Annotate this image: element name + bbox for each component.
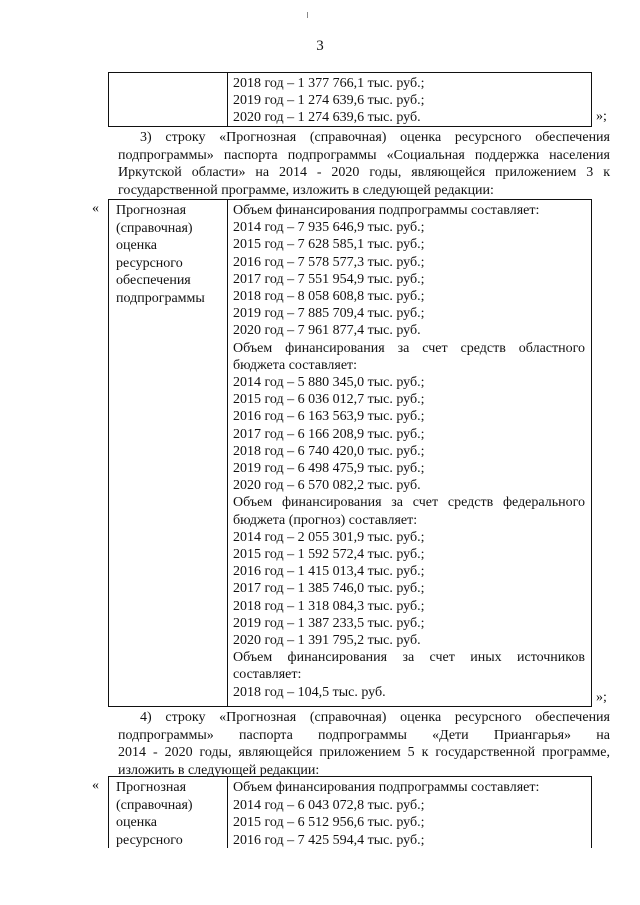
text-line: 2017 год – 6 166 208,9 тыс. руб.; (233, 426, 425, 442)
text-line: 2018 год – 6 740 420,0 тыс. руб.; (233, 443, 425, 459)
text-line: обеспечения (116, 273, 191, 288)
text-line: составляет: (233, 667, 302, 683)
text-line: Объем финансирования за счет средств областного (233, 340, 585, 356)
text-line: 2016 год – 1 415 013,4 тыс. руб.; (233, 564, 425, 580)
text-line: 2015 год – 7 628 585,1 тыс. руб.; (233, 237, 425, 253)
text-line: ресурсного (116, 255, 183, 271)
table1-left-cell (108, 72, 228, 127)
text-line: 2018 год – 104,5 тыс. руб. (233, 684, 386, 700)
text-line: подпрограммы (116, 290, 205, 306)
text-line: (справочная) (116, 797, 193, 813)
page-number: 3 (316, 38, 324, 54)
text-line: 2019 год – 6 498 475,9 тыс. руб.; (233, 461, 425, 476)
text-line: Прогнозная (116, 203, 187, 218)
text-line: (справочная) (116, 220, 193, 236)
text-line: Объем финансирования подпрограммы составляет: (233, 203, 540, 218)
text-line: 2020 год – 6 570 082,2 тыс. руб. (233, 478, 421, 494)
text-line: 2018 год – 8 058 608,8 тыс. руб.; (233, 289, 425, 304)
text-line: оценка (116, 815, 158, 830)
closing-quote: »; (596, 690, 607, 705)
text-line: 2018 год – 1 318 084,3 тыс. руб.; (233, 598, 425, 614)
paragraph-line: 4) строку «Прогнозная (справочная) оценка ресурсного обеспечения (140, 710, 610, 725)
paragraph-line: Иркутской области» на 2014 - 2020 годы, являющейся приложением 3 к (118, 165, 610, 180)
paragraph-3 (118, 129, 610, 199)
text-line: 2014 год – 7 935 646,9 тыс. руб.; (233, 220, 425, 236)
paragraph-line: государственной программе, изложить в следующей редакции: (118, 182, 494, 198)
paragraph-line: подпрограммы» паспорта подпрограммы «Дети Приангарья» на (118, 727, 610, 743)
opening-quote: « (92, 778, 99, 793)
paragraph-line: 2014 - 2020 годы, являющейся приложением 5 к государственной программе, (118, 745, 610, 760)
table1-row: 2020 год – 1 274 639,6 тыс. руб. (233, 110, 421, 125)
text-line: бюджета (прогноз) составляет: (233, 512, 418, 528)
text-line: ресурсного (116, 832, 183, 848)
paragraph-line: подпрограммы» паспорта подпрограммы «Социальная поддержка населения (118, 147, 610, 163)
table1-row: 2019 год – 1 274 639,6 тыс. руб.; (233, 93, 425, 108)
text-line: Объем финансирования за счет иных источников (233, 650, 585, 666)
text-line: 2015 год – 1 592 572,4 тыс. руб.; (233, 547, 425, 562)
text-line: 2014 год – 2 055 301,9 тыс. руб.; (233, 529, 425, 545)
paragraph-4 (118, 709, 610, 779)
text-line: 2017 год – 7 551 954,9 тыс. руб.; (233, 271, 425, 287)
text-line: 2016 год – 7 578 577,3 тыс. руб.; (233, 254, 425, 270)
text-line: 2020 год – 7 961 877,4 тыс. руб. (233, 323, 421, 339)
paragraph-line: изложить в следующей редакции: (118, 762, 320, 778)
text-line: 2019 год – 1 387 233,5 тыс. руб.; (233, 615, 425, 631)
text-line: 2015 год – 6 512 956,6 тыс. руб.; (233, 815, 425, 830)
paragraph-line: 3) строку «Прогнозная (справочная) оценка ресурсного обеспечения (140, 130, 610, 145)
text-line: бюджета составляет: (233, 357, 358, 373)
text-line: Прогнозная (116, 780, 187, 795)
text-line: 2020 год – 1 391 795,2 тыс. руб. (233, 633, 421, 648)
text-line: 2015 год – 6 036 012,7 тыс. руб.; (233, 392, 425, 408)
text-line: 2016 год – 7 425 594,4 тыс. руб.; (233, 832, 425, 848)
text-line: 2014 год – 5 880 345,0 тыс. руб.; (233, 375, 425, 390)
opening-quote: « (92, 201, 99, 216)
text-line: оценка (116, 238, 158, 253)
table1-row: 2018 год – 1 377 766,1 тыс. руб.; (233, 76, 425, 91)
text-line: 2017 год – 1 385 746,0 тыс. руб.; (233, 581, 425, 597)
text-line: 2014 год – 6 043 072,8 тыс. руб.; (233, 797, 425, 813)
scan-mark (307, 12, 308, 18)
closing-quote: »; (596, 109, 607, 124)
text-line: 2016 год – 6 163 563,9 тыс. руб.; (233, 409, 425, 425)
text-line: Объем финансирования за счет средств федерального (233, 495, 585, 511)
text-line: 2019 год – 7 885 709,4 тыс. руб.; (233, 306, 425, 322)
text-line: Объем финансирования подпрограммы составляет: (233, 780, 540, 795)
